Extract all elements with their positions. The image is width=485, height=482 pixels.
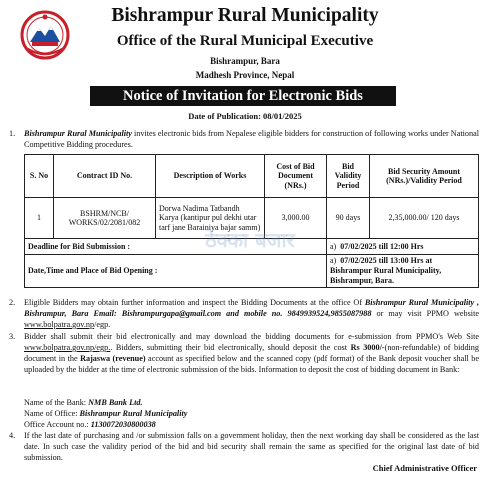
header-validity: Bid Validity Period <box>327 155 370 198</box>
para3-rajaswa: Rajaswa (revenue) <box>80 354 146 363</box>
address-line-1: Bishrampur, Bara <box>210 56 280 66</box>
para3 <box>24 331 479 375</box>
cell-security: 2,35,000.00/ 120 days <box>370 198 479 239</box>
para3-text3: (non-refundable) of bidding document in the <box>24 343 479 363</box>
table-row <box>25 198 479 239</box>
office-name-line <box>24 408 479 419</box>
opening-value-cell <box>327 255 479 288</box>
header-cost: Cost of Bid Document (NRs.) <box>265 155 327 198</box>
deadline-letter: a) <box>330 242 337 251</box>
cell-sno: 1 <box>25 198 54 239</box>
deadline-label: Deadline for Bid Submission : <box>25 239 327 255</box>
header-security: Bid Security Amount (NRs.)/Validity Period <box>370 155 479 198</box>
deadline-value-cell <box>327 239 479 255</box>
account-line <box>24 419 479 430</box>
municipality-emblem-icon <box>20 8 70 62</box>
para3-text1: Bidder shall submit their bid electronically and may download the bidding documents for e-submission from PPMO's Web Site <box>24 332 479 341</box>
bank-value: NMB Bank Ltd. <box>88 398 143 407</box>
header-sno: S. No <box>25 155 54 198</box>
para1-text: invites electronic bids from Nepalese eligible bidders for construction of following works under National Competitive Bidding procedures. <box>24 129 479 149</box>
address-line-2: Madhesh Province, Nepal <box>195 70 295 80</box>
notice-title: Notice of Invitation for Electronic Bids <box>90 86 396 106</box>
para2 <box>24 297 479 330</box>
para2-bold: Bishrampur Rural Municipality , Bishrampur, Bara Email: Bishrampurgapa@gmail.com and mobile no. 9849939524,9855087988 <box>24 298 479 318</box>
bids-table <box>24 154 479 288</box>
municipality-title: Bishrampur Rural Municipality <box>111 5 379 26</box>
account-value: 1130072030800038 <box>90 420 156 429</box>
para3-text2: . Bidders, submitting their bid electronically, should deposit the cost <box>110 343 351 352</box>
header-contract: Contract ID No. <box>54 155 156 198</box>
para1 <box>24 128 479 150</box>
para1-number: 1. <box>9 129 16 138</box>
deadline-value: 07/02/2025 till 12:00 Hrs <box>340 242 424 251</box>
para3-number: 3. <box>9 332 16 341</box>
para3-text4: account as specified below and the scanned copy (pdf format) of the Bank deposit voucher shall be uploaded by the bidder at the time of electronic submission of the bids. Information to deposit the cost of bidding document in Bank: <box>24 354 479 374</box>
ppmo-link[interactable]: www.bolpatra.gov.np <box>24 320 95 329</box>
para2-text1: Eligible Bidders may obtain further information and inspect the Bidding Documents at the office Of <box>24 298 365 307</box>
opening-value: 07/02/2025 till 13:00 Hrs at Bishrampur Rural Municipality, Bishrampur, Bara. <box>330 256 442 285</box>
para4: If the last date of purchasing and /or submission falls on a government holiday, then the next working day shall be considered as the last date. In such case the validity period of the bid and bid security shall remain the same as specified for the original last date of bid submission. <box>24 431 479 462</box>
account-label: Office Account no.: <box>24 420 91 429</box>
para3-cost: Rs 3000/- <box>350 343 385 352</box>
bank-label: Name of the Bank: <box>24 398 89 407</box>
header-desc: Description of Works <box>156 155 265 198</box>
para4-number: 4. <box>9 431 16 440</box>
publication-date: Date of Publication: 08/01/2025 <box>188 111 302 121</box>
cell-cost: 3,000.00 <box>265 198 327 239</box>
opening-row <box>25 255 479 288</box>
office-label: Name of Office: <box>24 409 80 418</box>
deadline-row <box>25 239 479 255</box>
cell-desc: Dorwa Nadima Tatbandh Karya (kantipur pul dekhi utar tarf jane Barainiya bajar samm) <box>156 198 265 239</box>
para2-number: 2. <box>9 298 16 307</box>
watermark-logo: ठेक्का बजार <box>205 228 295 252</box>
cell-contract: BSHRM/NCB/ WORKS/02/2081/082 <box>54 198 156 239</box>
opening-label: Date,Time and Place of Bid Opening : <box>25 255 327 288</box>
office-subtitle: Office of the Rural Municipal Executive <box>116 33 374 49</box>
cell-validity: 90 days <box>327 198 370 239</box>
bank-name-line <box>24 397 479 408</box>
table-header-row <box>25 155 479 198</box>
para2-text2: or may visit PPMO website <box>371 309 479 318</box>
para1-bold: Bishrampur Rural Municipality <box>24 129 132 138</box>
office-value: Bishrampur Rural Municipality <box>79 409 188 418</box>
para2-text3: /egp. <box>94 320 111 329</box>
opening-letter: a) <box>330 256 337 265</box>
signature: Chief Administrative Officer <box>372 463 477 473</box>
egp-link[interactable]: www.bolpatra.gov.np/egp. <box>24 343 111 352</box>
